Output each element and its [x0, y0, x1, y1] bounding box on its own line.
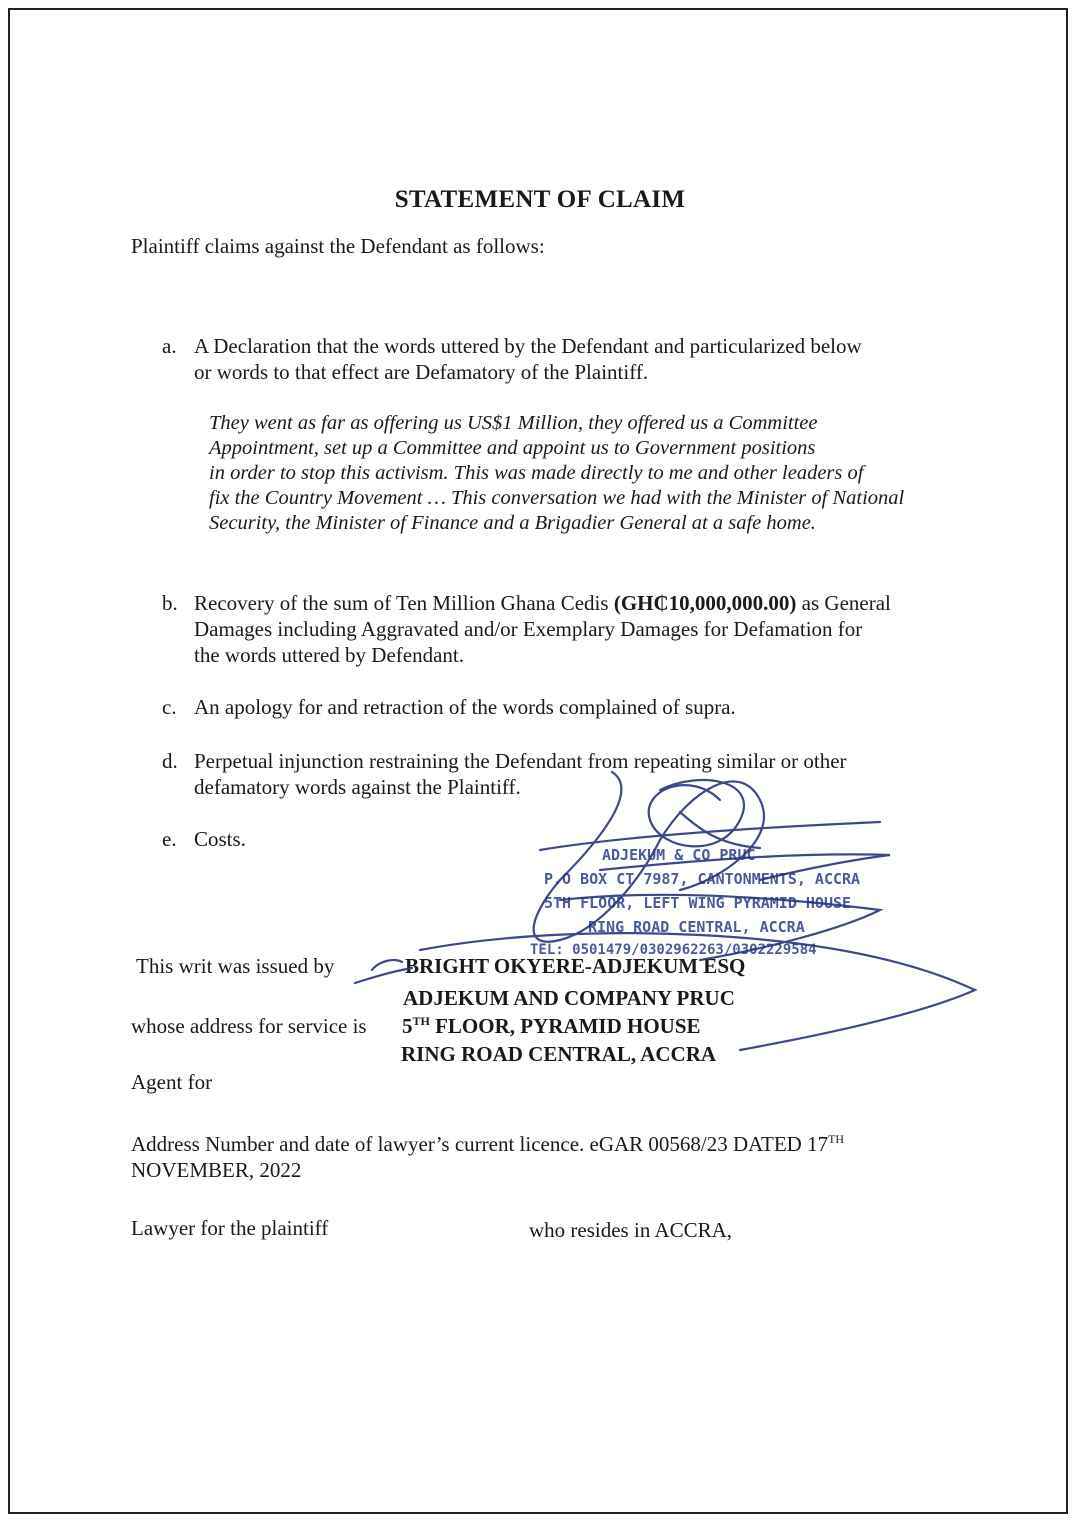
claim-label: c. [162, 695, 177, 719]
licence-sup: TH [828, 1132, 845, 1146]
stamp-line: P.O BOX CT 7987, CANTONMENTS, ACCRA [544, 870, 861, 888]
stamp-line: TEL: 0501479/0302962263/0302229584 [530, 942, 817, 958]
lawyer-for-label: Lawyer for the plaintiff [131, 1216, 329, 1240]
lawyer-name: BRIGHT OKYERE-ADJEKUM ESQ [405, 954, 746, 978]
stamp-line: 5TH FLOOR, LEFT WING PYRAMID HOUSE [544, 894, 852, 912]
address-line-2: RING ROAD CENTRAL, ACCRA [401, 1042, 717, 1066]
claim-line: Damages including Aggravated and/or Exemplary Damages for Defamation for [194, 617, 863, 641]
address-sup: TH [412, 1014, 430, 1028]
licence-line-2: NOVEMBER, 2022 [131, 1158, 302, 1182]
address-text: FLOOR, PYRAMID HOUSE [429, 1014, 701, 1038]
claim-label: a. [162, 334, 177, 358]
claim-line: or words to that effect are Defamatory of the Plaintiff. [194, 360, 649, 384]
claim-line: A Declaration that the words uttered by the Defendant and particularized below [194, 334, 862, 358]
address-label: whose address for service is [131, 1014, 367, 1038]
claim-text: Recovery of the sum of Ten Million Ghana Cedis [194, 591, 614, 615]
claim-line: An apology for and retraction of the words complained of supra. [194, 695, 736, 719]
firm-name: ADJEKUM AND COMPANY PRUC [403, 986, 735, 1010]
document-title: STATEMENT OF CLAIM [394, 186, 686, 213]
stamp-line: ADJEKUM & CO PRUC [602, 846, 756, 864]
agent-for-label: Agent for [131, 1070, 213, 1094]
claim-line: the words uttered by Defendant. [194, 643, 464, 667]
claim-label: e. [162, 827, 177, 851]
claim-label: d. [162, 749, 178, 773]
licence-text: Address Number and date of lawyer’s current licence. eGAR 00568/23 DATED 17 [131, 1132, 829, 1156]
quote-line: in order to stop this activism. This was made directly to me and other leaders of [209, 462, 864, 484]
quote-line: Appointment, set up a Committee and appoint us to Government positions [209, 437, 816, 459]
quote-line: fix the Country Movement … This conversation we had with the Minister of National [209, 487, 905, 509]
intro-text: Plaintiff claims against the Defendant as follows: [131, 234, 545, 258]
claim-line [194, 590, 954, 616]
resides-text: who resides in ACCRA, [529, 1218, 733, 1242]
claim-label: b. [162, 591, 178, 615]
address-text: 5 [402, 1014, 413, 1038]
address-line-1 [402, 1014, 701, 1039]
quote-line: Security, the Minister of Finance and a Brigadier General at a safe home. [209, 512, 816, 534]
defamatory-quote [209, 411, 969, 536]
claim-line: Perpetual injunction restraining the Defendant from repeating similar or other [194, 749, 847, 773]
claim-line: Costs. [194, 827, 246, 851]
claim-text: as General [796, 591, 891, 615]
issued-by-label: This writ was issued by [136, 954, 335, 978]
claim-line: defamatory words against the Plaintiff. [194, 775, 521, 799]
licence-line-1 [131, 1132, 844, 1157]
claim-amount: (GH₵10,000,000.00) [613, 591, 797, 615]
quote-line: They went as far as offering us US$1 Million, they offered us a Committee [209, 412, 818, 434]
stamp-line: RING ROAD CENTRAL, ACCRA [588, 918, 805, 936]
